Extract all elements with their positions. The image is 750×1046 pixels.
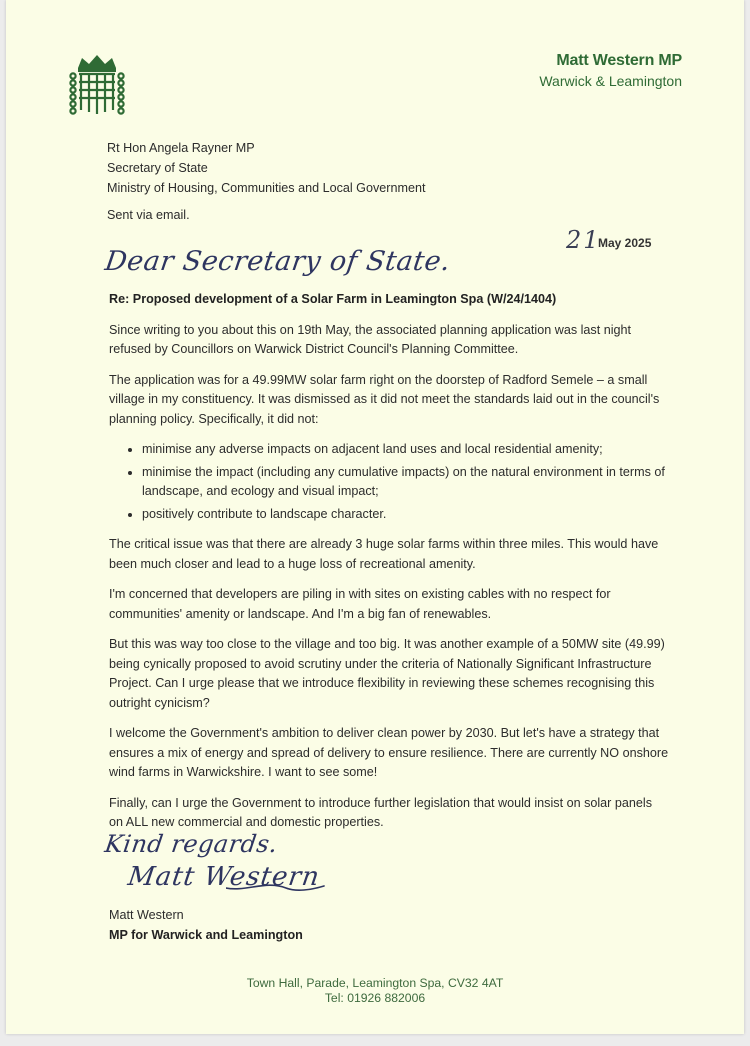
letter-body [109,290,669,844]
recipient-line: Secretary of State [107,161,208,175]
handwritten-salutation: Dear Secretary of State. [103,246,453,277]
paragraph: I welcome the Government's ambition to deliver clean power by 2030. But let's have a strategy that ensures a mix of energy and spread of delivery to ensure resilience. There are currently NO onshore wind farms in Warwickshire. I want to see some! [109,726,669,779]
paragraph: Since writing to you about this on 19th May, the associated planning application was last night refused by Councillors on Warwick District Council's Planning Committee. [109,322,632,356]
handwritten-closing: Kind regards. [103,830,280,858]
date-month-year: May 2025 [598,236,652,250]
paragraph: But this was way too close to the village and too big. It was another example of a 50MW site (49.99) being cynically proposed to avoid scrutiny under the criteria of Nationally Significant Infrastructure Project. Can I urge please that we introduce flexibility in reviewing these schemes recognising this outright cynicism? [109,637,665,710]
handwritten-signature: Matt Western [126,862,322,892]
paragraph: Finally, can I urge the Government to introduce further legislation that would insist on solar panels on ALL new commercial and domestic properties. [109,795,652,829]
signer-name: Matt Western [109,908,184,922]
letterhead [539,52,682,89]
signature-flourish [226,870,326,900]
footer-telephone: Tel: 01926 882006 [324,991,426,1005]
paragraph: The application was for a 49.99MW solar farm right on the doorstep of Radford Semele – a small village in my constituency. It was dismissed as it did not meet the standards laid out in the council's planning policy. Specifically, it did not: [109,372,660,426]
portcullis-crest-icon [68,52,126,118]
recipient-line: Rt Hon Angela Rayner MP [107,141,255,155]
signer-title: MP for Warwick and Leamington [109,927,303,942]
recipient-address [107,138,425,198]
delivery-note: Sent via email. [107,208,190,222]
bullet-item: • minimise any adverse impacts on adjacent land uses and local residential amenity; [142,440,669,460]
constituency: Warwick & Leamington [539,73,682,89]
bullet-list [109,440,669,524]
footer-address: Town Hall, Parade, Leamington Spa, CV32 4AT [246,976,504,990]
date-day-handwritten: 21 [566,226,601,254]
bullet-item: • minimise the impact (including any cumulative impacts) on the natural environment in terms of landscape, and ecology and visual impact; [142,463,669,502]
paragraph: I'm concerned that developers are piling in with sites on existing cables with no respect for communities' amenity or landscape. And I'm a big fan of renewables. [109,587,611,621]
letter-subject: Re: Proposed development of a Solar Farm in Leamington Spa (W/24/1404) [109,292,557,306]
paragraph: The critical issue was that there are already 3 huge solar farms within three miles. This would have been much closer and lead to a huge loss of recreational amenity. [109,537,659,571]
signer-block [109,906,303,945]
mp-name: Matt Western MP [556,52,682,69]
letter-page [6,0,744,1034]
recipient-line: Ministry of Housing, Communities and Local Government [107,181,426,195]
letter-footer [6,976,744,1006]
bullet-item: • positively contribute to landscape character. [142,505,669,525]
